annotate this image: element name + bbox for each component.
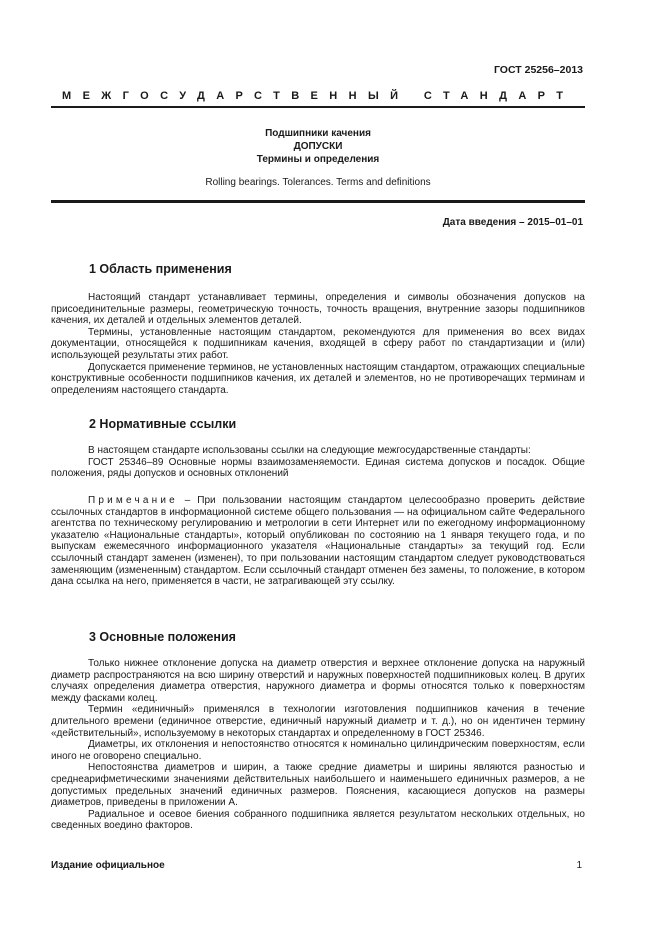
title-divider [51,200,585,203]
section-1-paragraph: Настоящий стандарт устанавливает термины, определения и символы обозначения допусков на присоединительные размеры, геометрическую точность, точность вращения, внутренние зазоры подшипников качения, их деталей и отдельных элементов деталей. [51,292,585,327]
section-2-note [51,495,585,588]
section-1-heading: 1 Область применения [89,262,232,276]
section-3-paragraph: Диаметры, их отклонения и непостоянство относятся к номинально цилиндрическим поверхностям, если иного не оговорено специально. [51,739,585,762]
section-3-paragraph: Радиальное и осевое биения собранного подшипника является результатом нескольких отдельных, но сведенных воедино факторов. [51,808,585,832]
section-3-body [51,658,585,832]
note-text: – При пользовании настоящим стандартом целесообразно проверить действие ссылочных стандартов в информационной системе общего пользования — на официальном сайте Федерального агентства по техническому регулированию и метрологии в сети Интернет или по ежегодному информационному указателю «Национальные стандарты», который опубликован по состоянию на 1 января текущего года, и по выпускам ежемесячного информационного указателя «Национальные стандарты» за текущий год. Если ссылочный стандарт заменен (изменен), то при пользовании настоящим стандартом следует руководствоваться заменяющим (измененным) стандартом. Если ссылочный стандарт отменен без замены, то положение, в котором дана ссылка на него, применяется в части, не затрагивающей эту ссылку. [51,495,585,588]
section-3-paragraph: Непостоянства диаметров и ширин, а также средние диаметры и ширины являются разностью и среднеарифметическими значениями действительных наибольшего и наименьшего единичных размеров, а не допустимых предельных значений единичных размеров. Пояснения, касающиеся допусков на размеры диаметров, приведены в приложении А. [51,762,585,809]
section-1-body [51,292,585,396]
section-1-paragraph: Допускается применение терминов, не установленных настоящим стандартом, отражающих специальные конструктивные особенности подшипников качения, их деталей и элементов, но не противоречащих терминам и определениям настоящего стандарта. [51,361,585,396]
section-3-paragraph: Только нижнее отклонение допуска на диаметр отверстия и верхнее отклонение допуска на наружный диаметр распространяются на всю ширину отверстий и наружных поверхностей подшипниковых колец. В других случаях определения диаметра отверстия, наружного диаметра и формы относятся только к поверхностям между фасками колец. [51,658,585,704]
edition-label: Издание официальное [51,860,165,871]
section-2-paragraph: ГОСТ 25346–89 Основные нормы взаимозаменяемости. Единая система допусков и посадок. Общие положения, ряды допусков и основных отклонений [51,456,585,480]
title-english: Rolling bearings. Tolerances. Terms and definitions [205,177,431,188]
document-title [51,127,585,166]
title-line-2: ДОПУСКИ [293,141,343,152]
top-divider [51,106,585,108]
section-3-heading: 3 Основные положения [89,630,236,644]
page-number: 1 [576,860,582,871]
note-paragraph [51,495,585,588]
section-3-paragraph: Термин «единичный» применялся в технологии изготовления подшипников качения в течение длительного времени (единичное отверстие, единичный наружный диаметр и т. д.), но он идентичен термину «действительный», используемому в некоторых стандартах и определенному в ГОСТ 25346. [51,704,585,739]
title-line-3: Термины и определения [256,154,380,165]
gost-number: ГОСТ 25256–2013 [493,64,583,76]
section-2-heading: 2 Нормативные ссылки [89,417,237,431]
interstate-standard-heading: МЕЖГОСУДАРСТВЕННЫЙ СТАНДАРТ [62,90,575,102]
introduction-date: Дата введения – 2015–01–01 [442,217,583,228]
title-line-1: Подшипники качения [265,128,371,139]
note-label: Примечание [88,495,178,506]
section-2-body [51,445,585,480]
section-2-paragraph: В настоящем стандарте использованы ссылки на следующие межгосударственные стандарты: [88,445,531,456]
section-1-paragraph: Термины, установленные настоящим стандартом, рекомендуются для применения во всех видах документации, относящейся к подшипникам качения, входящей в сферу работ по стандартизации и (или) использующей результаты этих работ. [51,326,585,361]
